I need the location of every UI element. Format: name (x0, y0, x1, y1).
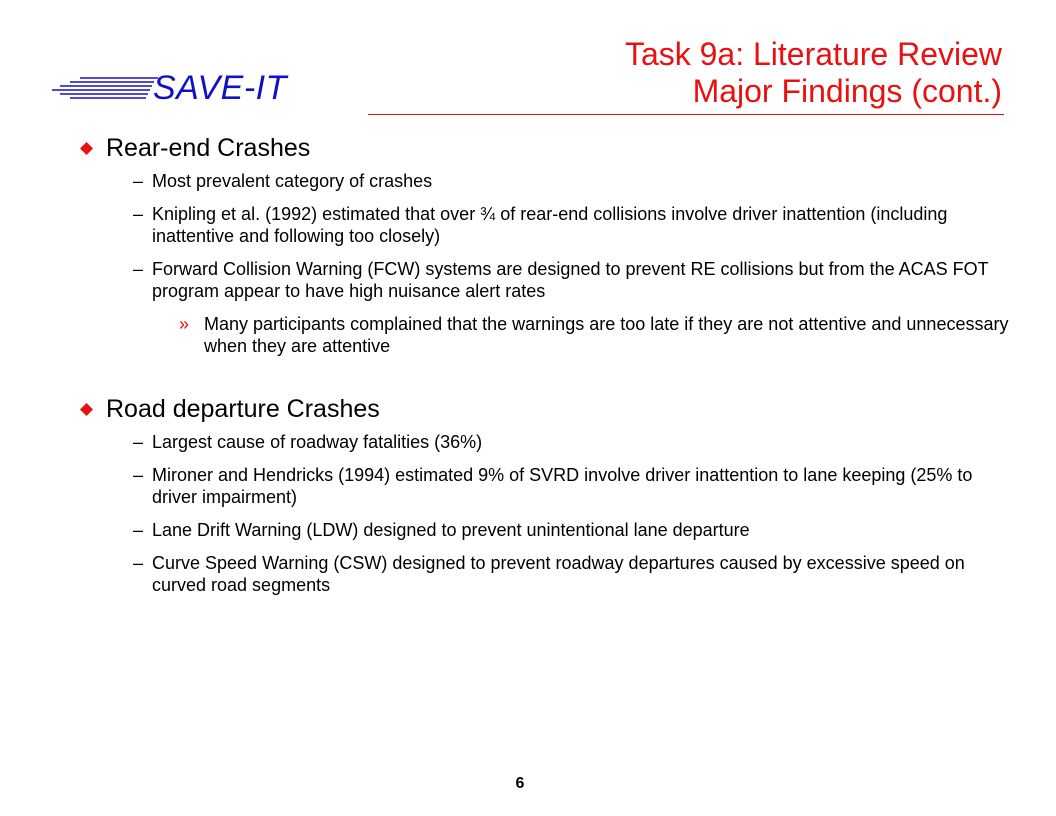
list-item-text: Forward Collision Warning (FCW) systems are designed to prevent RE collisions but from the ACAS FOT program appear to have high nuisance alert rates (152, 259, 989, 301)
dash-marker: – (133, 204, 144, 224)
list-item (78, 203, 1022, 247)
list-item-text: Knipling et al. (1992) estimated that over ¾ of rear-end collisions involve driver inattention (including inattentive and following too closely) (152, 204, 948, 246)
page-number: 6 (515, 775, 525, 792)
dash-marker: – (133, 259, 144, 279)
list-item (78, 258, 1022, 302)
logo (50, 68, 310, 112)
list-item (78, 464, 1022, 508)
list-item (78, 431, 1022, 453)
sub-list-item-text: Many participants complained that the warnings are too late if they are not attentive and unnecessary when they are attentive (204, 314, 1009, 356)
title-line-2: Major Findings (cont.) (692, 73, 1002, 109)
dash-marker: – (133, 465, 144, 485)
title-line-1: Task 9a: Literature Review (624, 36, 1002, 72)
section-heading (78, 132, 1028, 164)
list-item-text: Mironer and Hendricks (1994) estimated 9% of SVRD involve driver inattention to lane keeping (25% to driver impairment) (152, 465, 973, 507)
slide-title (625, 36, 1002, 110)
list-item-text: Largest cause of roadway fatalities (36%) (152, 432, 483, 452)
diamond-bullet-icon (80, 142, 93, 155)
section-heading (78, 393, 1028, 425)
logo-text: SAVE-IT (153, 69, 287, 107)
slide-body (78, 132, 1028, 607)
section-rear-end-crashes (78, 132, 1028, 357)
dash-marker: – (133, 520, 144, 540)
dash-marker: – (133, 553, 144, 573)
chevron-marker: » (179, 314, 190, 334)
list-item (78, 170, 1022, 192)
list-item (78, 552, 1022, 596)
section-heading-text: Rear-end Crashes (106, 134, 311, 162)
diamond-bullet-icon (80, 403, 93, 416)
dash-marker: – (133, 171, 144, 191)
dash-marker: – (133, 432, 144, 452)
list-item (78, 519, 1022, 541)
title-underline (368, 114, 1004, 115)
sub-list-item (78, 313, 1024, 357)
list-item-text: Lane Drift Warning (LDW) designed to prevent unintentional lane departure (152, 520, 750, 540)
list-item-text: Curve Speed Warning (CSW) designed to prevent roadway departures caused by excessive speed on curved road segments (152, 553, 965, 595)
list-item-text: Most prevalent category of crashes (152, 171, 433, 191)
section-heading-text: Road departure Crashes (106, 395, 380, 423)
section-road-departure-crashes (78, 393, 1028, 596)
speed-lines-icon (50, 76, 170, 102)
